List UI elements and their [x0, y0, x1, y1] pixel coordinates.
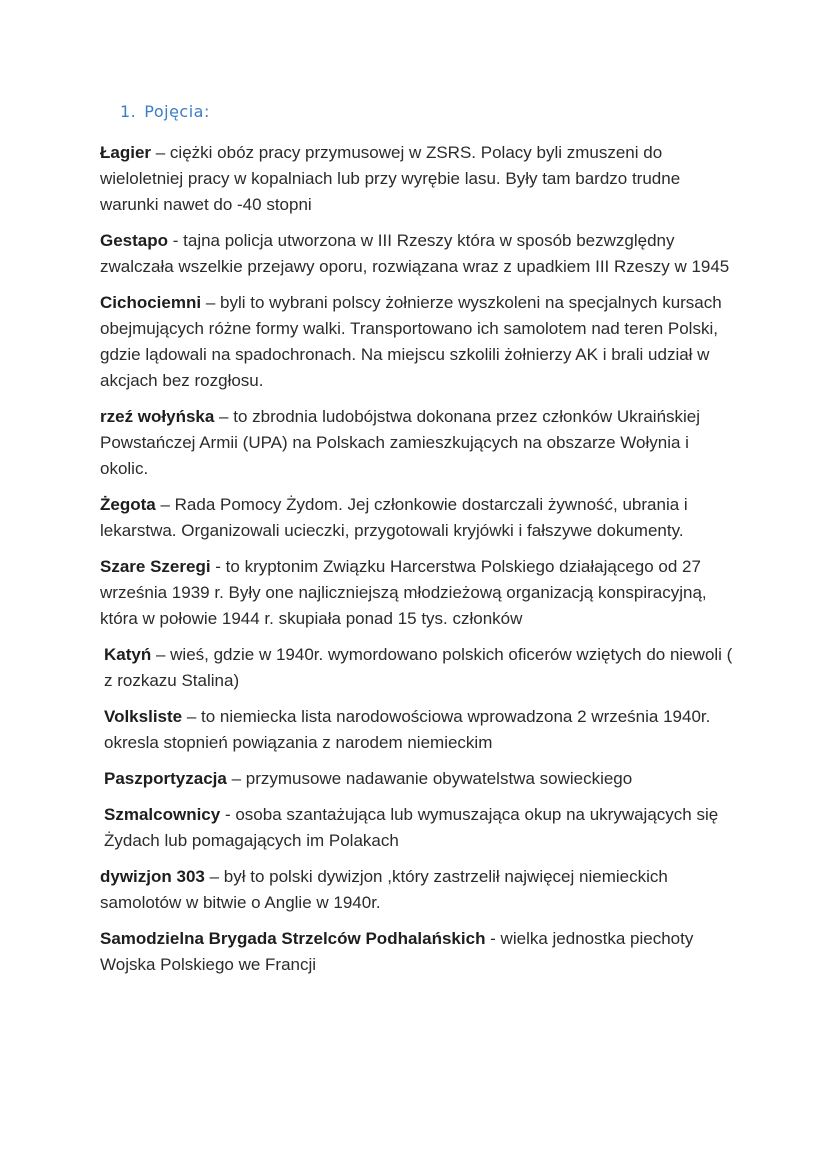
term-definition: – to zbrodnia ludobójstwa dokonana przez członków Ukraińskiej Powstańczej Armii (UPA) na Polskach zamieszkujących na obszarze Wołynia i okolic.: [100, 407, 701, 478]
term-name: Cichociemni: [100, 293, 202, 312]
term-name: Gestapo: [100, 231, 169, 250]
term-name: Szare Szeregi: [100, 557, 211, 576]
term-definition: – przymusowe nadawanie obywatelstwa sowieckiego: [226, 769, 633, 788]
term-name: Volksliste: [104, 707, 183, 726]
terms-list: [100, 140, 740, 988]
term-definition: – byli to wybrani polscy żołnierze wyszkoleni na specjalnych kursach obejmujących różne formy walki. Transportowano ich samolotem nad teren Polski, gdzie lądowali na spadochronach. Na miejscu szkolili żołnierzy AK i brali udział w akcjach bez rozgłosu.: [100, 293, 722, 390]
term-entry-szmalcownicy: [100, 802, 740, 854]
term-entry-szare-szeregi: [100, 554, 740, 632]
section-number: 1.: [120, 102, 137, 121]
term-entry-lagier: [100, 140, 740, 218]
term-definition: - tajna policja utworzona w III Rzeszy która w sposób bezwzględny zwalczała wszelkie przejawy oporu, rozwiązana wraz z upadkiem III Rzeszy w 1945: [100, 231, 730, 276]
term-name: Żegota: [100, 495, 156, 514]
term-name: Katyń: [104, 645, 152, 664]
term-entry-zegota: [100, 492, 740, 544]
section-heading: [120, 102, 210, 121]
term-entry-cichociemni: [100, 290, 740, 394]
term-definition: – to niemiecka lista narodowościowa wprowadzona 2 września 1940r. okresla stopnień powiązania z narodem niemieckim: [104, 707, 711, 752]
term-name: Szmalcownicy: [104, 805, 221, 824]
term-name: Łagier: [100, 143, 152, 162]
term-definition: – był to polski dywizjon ,który zastrzelił najwięcej niemieckich samolotów w bitwie o Anglie w 1940r.: [100, 867, 668, 912]
term-entry-volksliste: [100, 704, 740, 756]
term-name: Samodzielna Brygada Strzelców Podhalańskich: [100, 929, 486, 948]
term-name: dywizjon 303: [100, 867, 205, 886]
term-entry-samodzielna-brygada: [100, 926, 740, 978]
term-entry-rzez-wolynska: [100, 404, 740, 482]
term-definition: - wielka jednostka piechoty Wojska Polskiego we Francji: [100, 929, 694, 974]
term-definition: – wieś, gdzie w 1940r. wymordowano polskich oficerów wziętych do niewoli ( z rozkazu Stalina): [104, 645, 733, 690]
term-entry-paszportyzacja: [100, 766, 740, 792]
term-name: Paszportyzacja: [104, 769, 227, 788]
term-definition: - osoba szantażująca lub wymuszająca okup na ukrywających się Żydach lub pomagających im Polakach: [104, 805, 719, 850]
term-name: rzeź wołyńska: [100, 407, 215, 426]
term-definition: – Rada Pomocy Żydom. Jej członkowie dostarczali żywność, ubrania i lekarstwa. Organizowali ucieczki, przygotowali kryjówki i fałszywe dokumenty.: [100, 495, 688, 540]
term-entry-dywizjon-303: [100, 864, 740, 916]
term-entry-gestapo: [100, 228, 740, 280]
section-title: Pojęcia:: [144, 102, 210, 121]
term-entry-katyn: [100, 642, 740, 694]
term-definition: - to kryptonim Związku Harcerstwa Polskiego działającego od 27 września 1939 r. Były one najliczniejszą młodzieżową organizacją konspiracyjną, która w połowie 1944 r. skupiała ponad 15 tys. członków: [100, 557, 707, 628]
term-definition: – ciężki obóz pracy przymusowej w ZSRS. Polacy byli zmuszeni do wieloletniej pracy w kopalniach lub przy wyrębie lasu. Były tam bardzo trudne warunki nawet do -40 stopni: [100, 143, 681, 214]
